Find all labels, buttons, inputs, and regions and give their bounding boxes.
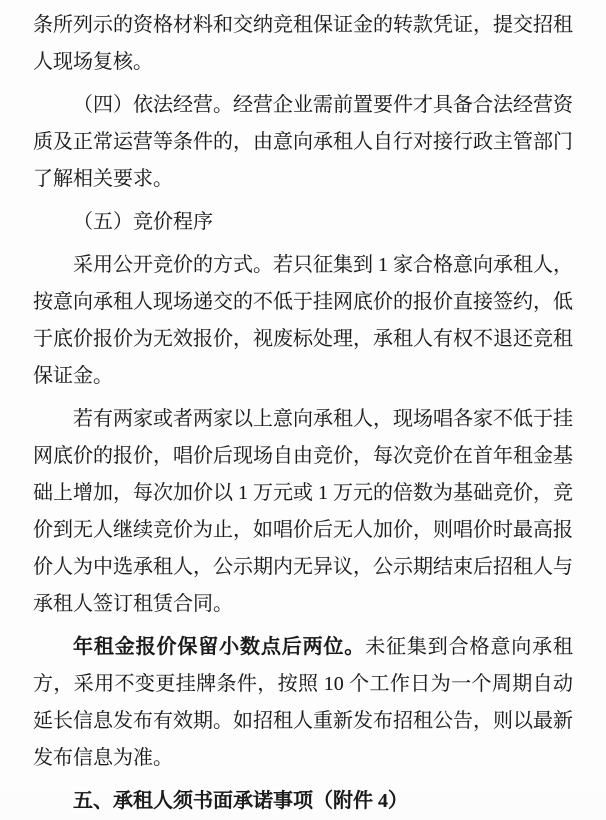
paragraph-text: 条所列示的资格材料和交纳竞租保证金的转款凭证，提交招租人现场复核。 [33, 14, 573, 73]
paragraph-text: 未征集到合格意向承租方，采用不变更挂牌条件，按照 10 个工作日为一个周期自动延长信息发布有效期。如招租人重新发布招租公告，则以最新发布信息为准。 [33, 636, 574, 769]
paragraph-text: 若有两家或者两家以上意向承租人，现场唱各家不低于挂网底价的报价，唱价后现场自由竞价，每次竞价在首年租金基础上增加，每次加价以 1 万元或 1 万元的倍数为基础竞价，竞价到无人继续竞价为止，如唱价后无人加价，则唱价时最高报价人为中选承租人，公示期内无异议，公示期结束后招租人与承租人签订租赁合同。 [33, 408, 573, 615]
heading-text: 五、承租人须书面承诺事项（附件 4） [73, 790, 408, 812]
paragraph-annual-rent-quote-rules [33, 629, 573, 777]
paragraph-text: 采用公开竞价的方式。若只征集到 1 家合格意向承租人，按意向承租人现场递交的不低于挂网底价的报价直接签约，低于底价报价为无效报价，视废标处理，承租人有权不退还竞租保证金。 [33, 254, 573, 387]
paragraph-text: （四）依法经营。经营企业需前置要件才具备合法经营资质及正常运营等条件的，由意向承租人自行对接行政主管部门了解相关要求。 [33, 94, 573, 190]
heading-section-5-written-commitments [33, 783, 573, 820]
paragraph-section-4-lawful-operation [33, 87, 573, 198]
paragraph-text-bold: 年租金报价保留小数点后两位。 [73, 636, 366, 658]
paragraph-text: （五）竞价程序 [73, 211, 213, 233]
paragraph-multiple-bidders-auction-rules [33, 401, 573, 623]
paragraph-continuation-qualification-materials [33, 7, 573, 81]
paragraph-section-5-bidding-procedure-title [33, 204, 573, 241]
paragraph-open-bidding-single-bidder [33, 247, 573, 395]
